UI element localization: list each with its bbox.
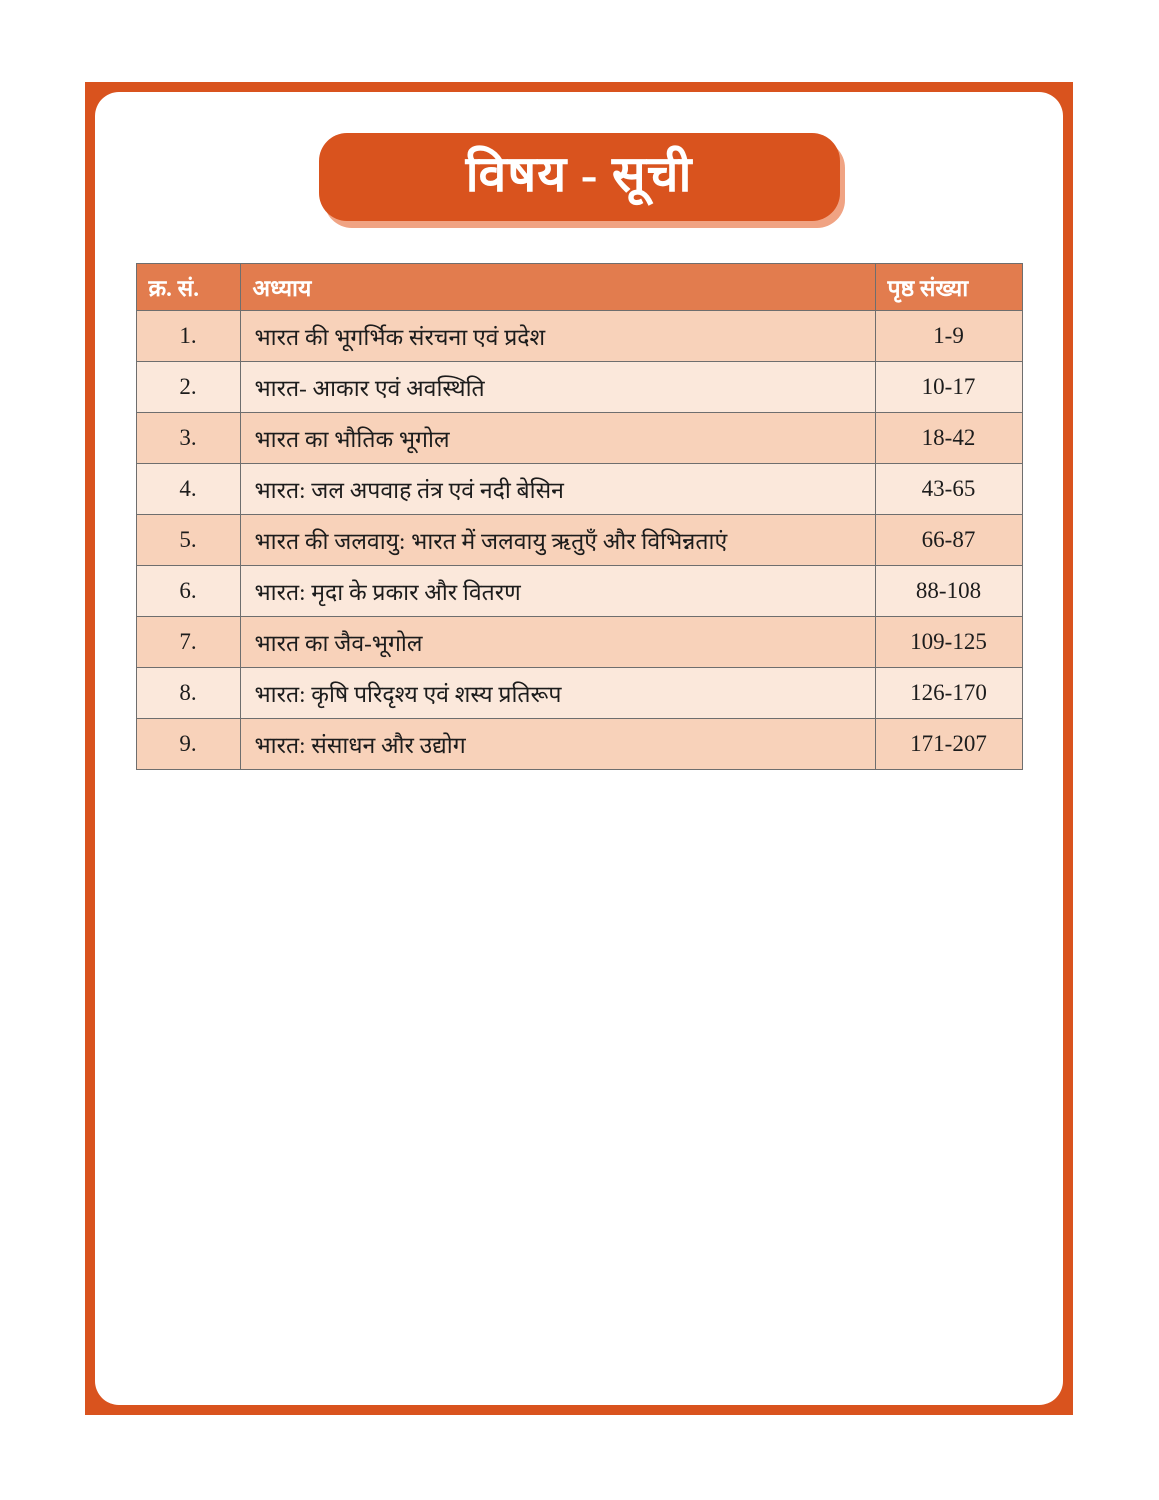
serial-cell: 1.	[136, 311, 240, 362]
chapter-cell: भारत का जैव-भूगोल	[240, 617, 875, 668]
header-chapter: अध्याय	[240, 264, 875, 311]
table-row	[136, 617, 1022, 668]
pages-cell: 18-42	[875, 413, 1022, 464]
chapter-cell: भारत- आकार एवं अवस्थिति	[240, 362, 875, 413]
pages-cell: 126-170	[875, 668, 1022, 719]
page-content-area	[95, 92, 1063, 1405]
chapter-cell: भारत का भौतिक भूगोल	[240, 413, 875, 464]
table-row	[136, 566, 1022, 617]
table-row	[136, 668, 1022, 719]
chapter-cell: भारत की भूगर्भिक संरचना एवं प्रदेश	[240, 311, 875, 362]
serial-cell: 8.	[136, 668, 240, 719]
header-serial-number: क्र. सं.	[136, 264, 240, 311]
serial-cell: 7.	[136, 617, 240, 668]
page-title-banner	[319, 133, 840, 221]
chapter-cell: भारत: जल अपवाह तंत्र एवं नदी बेसिन	[240, 464, 875, 515]
contents-table	[136, 263, 1023, 770]
table-row	[136, 719, 1022, 770]
pages-cell: 43-65	[875, 464, 1022, 515]
table-row	[136, 311, 1022, 362]
table-row	[136, 515, 1022, 566]
chapter-cell: भारत की जलवायु: भारत में जलवायु ऋतुएँ और विभिन्नताएं	[240, 515, 875, 566]
chapter-cell: भारत: मृदा के प्रकार और वितरण	[240, 566, 875, 617]
page-border-frame	[85, 82, 1073, 1415]
pages-cell: 109-125	[875, 617, 1022, 668]
pages-cell: 66-87	[875, 515, 1022, 566]
serial-cell: 3.	[136, 413, 240, 464]
serial-cell: 6.	[136, 566, 240, 617]
serial-cell: 2.	[136, 362, 240, 413]
pages-cell: 10-17	[875, 362, 1022, 413]
chapter-cell: भारत: संसाधन और उद्योग	[240, 719, 875, 770]
pages-cell: 1-9	[875, 311, 1022, 362]
table-header-row	[136, 264, 1022, 311]
page-title: विषय - सूची	[465, 146, 693, 202]
serial-cell: 4.	[136, 464, 240, 515]
table-row	[136, 413, 1022, 464]
pages-cell: 171-207	[875, 719, 1022, 770]
serial-cell: 9.	[136, 719, 240, 770]
table-row	[136, 362, 1022, 413]
pages-cell: 88-108	[875, 566, 1022, 617]
serial-cell: 5.	[136, 515, 240, 566]
table-row	[136, 464, 1022, 515]
header-page-number: पृष्ठ संख्या	[875, 264, 1022, 311]
chapter-cell: भारत: कृषि परिदृश्य एवं शस्य प्रतिरूप	[240, 668, 875, 719]
